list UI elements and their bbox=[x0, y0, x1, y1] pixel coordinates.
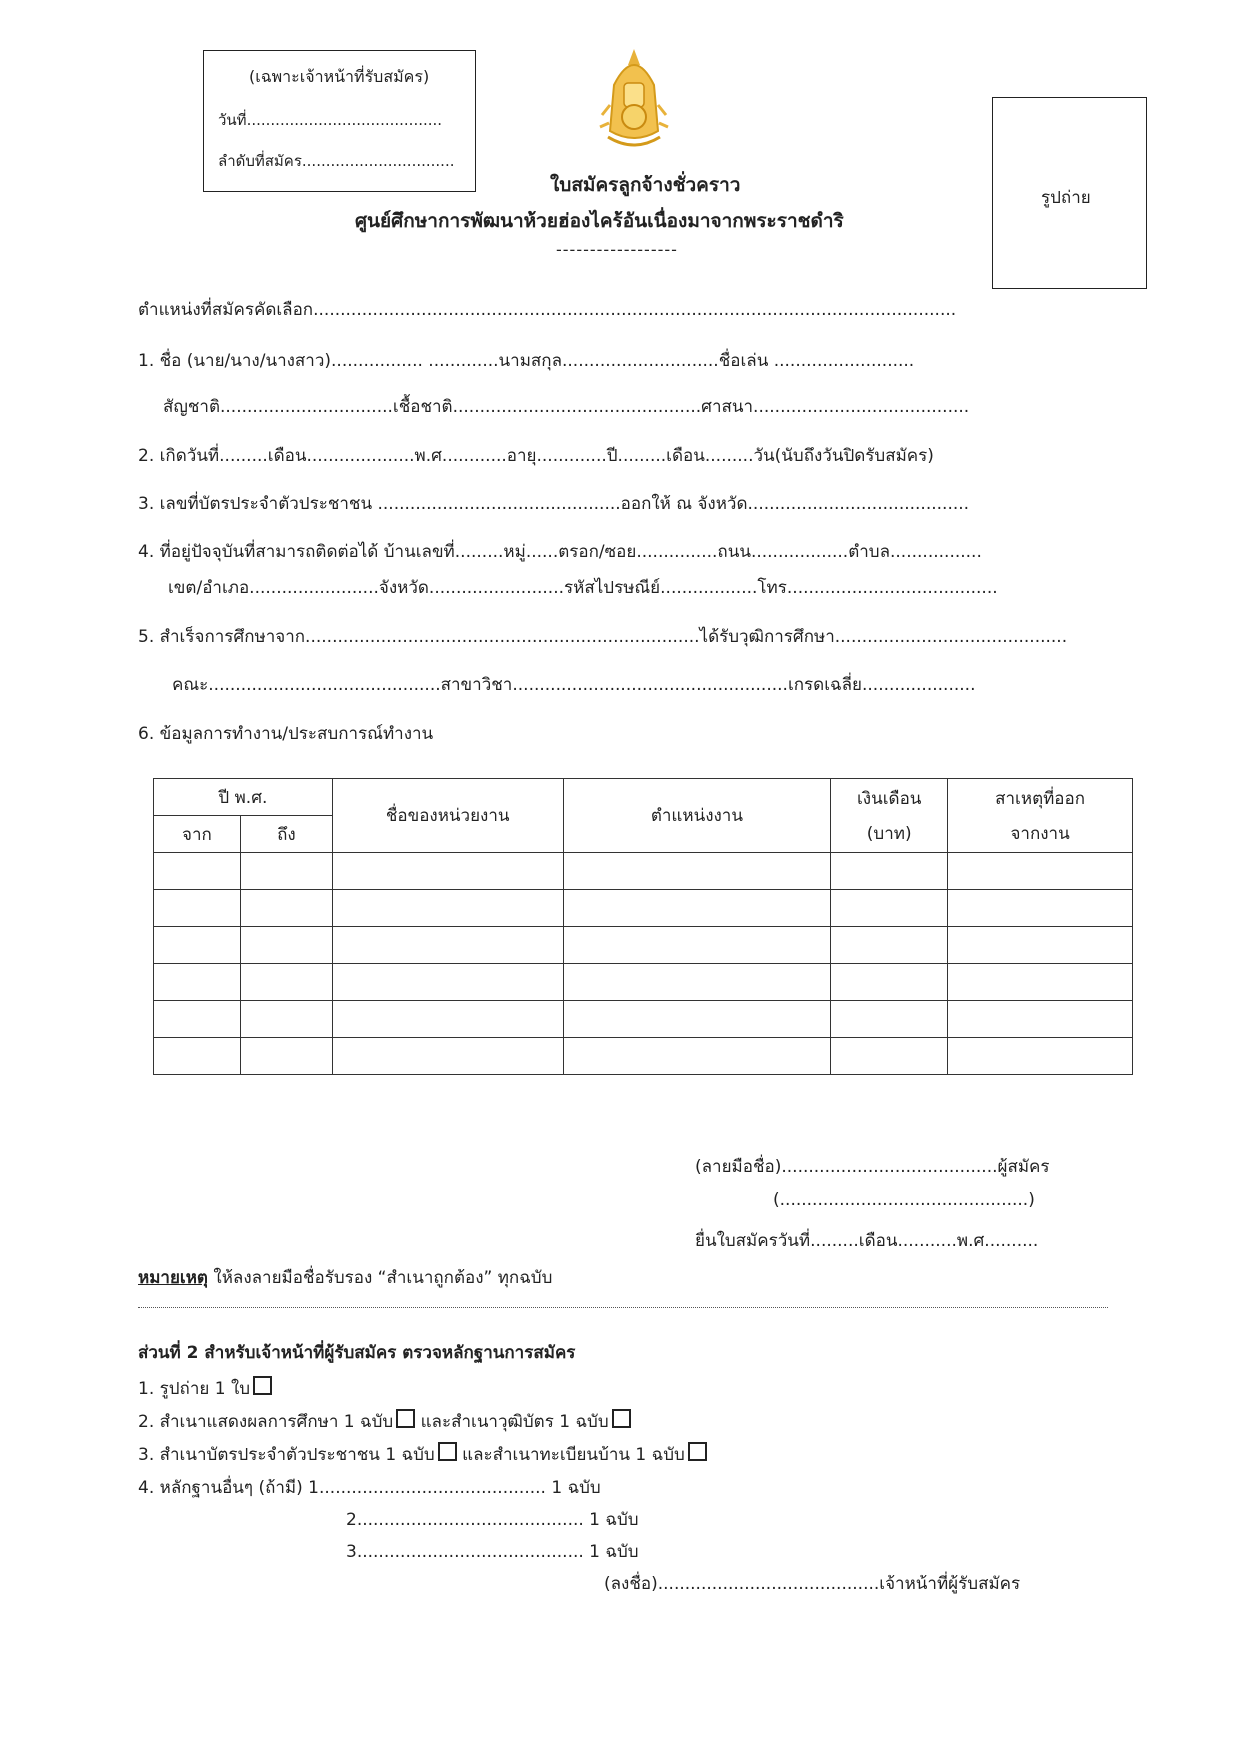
table-cell[interactable] bbox=[240, 964, 332, 1001]
table-cell[interactable] bbox=[948, 1001, 1133, 1038]
part2-item-3-text-b: และสำเนาทะเบียนบ้าน 1 ฉบับ bbox=[462, 1445, 685, 1465]
note-label: หมายเหตุ bbox=[138, 1268, 208, 1288]
salary-header bbox=[831, 779, 948, 853]
education-field[interactable]: 5. สำเร็จการศึกษาจาก.........................................................................ได้รับวุฒิการศึกษา........................................... bbox=[138, 627, 1068, 647]
form-title: ใบสมัครลูกจ้างชั่วคราว bbox=[550, 174, 741, 196]
reason-header bbox=[948, 779, 1133, 853]
form-subtitle: ศูนย์ศึกษาการพัฒนาห้วยฮ่องไคร้อันเนื่องมาจากพระราชดำริ bbox=[355, 210, 844, 232]
to-header: ถึง bbox=[240, 816, 332, 853]
table-row bbox=[154, 853, 1133, 890]
officer-date-field[interactable]: วันที่......................................... bbox=[218, 111, 443, 129]
faculty-field[interactable]: คณะ...........................................สาขาวิชา...................................................เกรดเฉลี่ย..................... bbox=[172, 675, 976, 695]
name-field[interactable]: 1. ชื่อ (นาย/นาง/นางสาว)................. .............นามสกุล.............................ชื่อเล่น .......................... bbox=[138, 351, 915, 371]
table-cell[interactable] bbox=[563, 1038, 831, 1075]
table-cell[interactable] bbox=[332, 1001, 563, 1038]
table-cell[interactable] bbox=[240, 853, 332, 890]
table-cell[interactable] bbox=[154, 1001, 241, 1038]
table-cell[interactable] bbox=[563, 890, 831, 927]
table-cell[interactable] bbox=[948, 1038, 1133, 1075]
checkbox[interactable] bbox=[688, 1442, 707, 1461]
table-cell[interactable] bbox=[563, 964, 831, 1001]
table-cell[interactable] bbox=[831, 964, 948, 1001]
part2-heading: ส่วนที่ 2 สำหรับเจ้าหน้าที่ผู้รับสมัคร ตรวจหลักฐานการสมัคร bbox=[138, 1343, 576, 1363]
table-row bbox=[154, 890, 1133, 927]
checkbox[interactable] bbox=[396, 1409, 415, 1428]
part2-item-2-text-a: 2. สำเนาแสดงผลการศึกษา 1 ฉบับ bbox=[138, 1412, 394, 1432]
table-row bbox=[154, 964, 1133, 1001]
table-row bbox=[154, 1038, 1133, 1075]
part2-item-3-text-a: 3. สำเนาบัตรประจำตัวประชาชน 1 ฉบับ bbox=[138, 1445, 435, 1465]
table-row bbox=[154, 927, 1133, 964]
nationality-field[interactable]: สัญชาติ................................เชื้อชาติ..............................................ศาสนา........................................ bbox=[163, 397, 970, 417]
table-cell[interactable] bbox=[154, 853, 241, 890]
table-cell[interactable] bbox=[154, 927, 241, 964]
photo-box bbox=[992, 97, 1147, 289]
submission-date-line[interactable]: ยื่นใบสมัครวันที่.........เดือน...........พ.ศ.......... bbox=[695, 1231, 1039, 1251]
id-card-field[interactable]: 3. เลขที่บัตรประจำตัวประชาชน .............................................ออกให้ ณ จังหวัด......................................... bbox=[138, 494, 970, 514]
note-line bbox=[138, 1264, 552, 1291]
part2-item-3 bbox=[138, 1441, 707, 1468]
reason-header-line2: จากงาน bbox=[1010, 823, 1070, 844]
section-divider bbox=[138, 1307, 1108, 1308]
position-header: ตำแหน่งงาน bbox=[563, 779, 831, 853]
officer-box-heading: (เฉพาะเจ้าหน้าที่รับสมัคร) bbox=[249, 67, 430, 86]
royal-emblem bbox=[594, 45, 674, 163]
work-history-label: 6. ข้อมูลการทำงาน/ประสบการณ์ทำงาน bbox=[138, 724, 434, 744]
birthdate-field[interactable]: 2. เกิดวันที่.........เดือน....................พ.ศ............อายุ.............ปี.........เดือน.........วัน(นับถึงวันปิดรับสมัคร) bbox=[138, 446, 934, 466]
salary-header-line2: (บาท) bbox=[866, 823, 912, 844]
table-cell[interactable] bbox=[948, 853, 1133, 890]
table-cell[interactable] bbox=[154, 890, 241, 927]
officer-order-field[interactable]: ลำดับที่สมัคร................................ bbox=[218, 152, 455, 170]
photo-label: รูปถ่าย bbox=[1041, 188, 1091, 208]
part2-item-4-3[interactable]: 3.......................................... 1 ฉบับ bbox=[346, 1542, 639, 1562]
part2-item-1-text: 1. รูปถ่าย 1 ใบ bbox=[138, 1379, 251, 1399]
note-text: ให้ลงลายมือชื่อรับรอง “สำเนาถูกต้อง” ทุกฉบับ bbox=[207, 1268, 553, 1288]
table-cell[interactable] bbox=[831, 1001, 948, 1038]
table-cell[interactable] bbox=[240, 890, 332, 927]
table-cell[interactable] bbox=[831, 1038, 948, 1075]
table-cell[interactable] bbox=[563, 1001, 831, 1038]
table-cell[interactable] bbox=[154, 964, 241, 1001]
org-header: ชื่อของหน่วยงาน bbox=[332, 779, 563, 853]
table-cell[interactable] bbox=[563, 853, 831, 890]
table-cell[interactable] bbox=[948, 890, 1133, 927]
applicant-name-line[interactable]: (..............................................) bbox=[773, 1190, 1035, 1210]
work-history-table bbox=[153, 778, 1133, 1075]
checkbox[interactable] bbox=[253, 1376, 272, 1395]
table-cell[interactable] bbox=[332, 964, 563, 1001]
table-cell[interactable] bbox=[332, 890, 563, 927]
table-cell[interactable] bbox=[948, 927, 1133, 964]
table-cell[interactable] bbox=[831, 853, 948, 890]
checkbox[interactable] bbox=[612, 1409, 631, 1428]
table-row bbox=[154, 1001, 1133, 1038]
title-separator: ------------------ bbox=[556, 240, 678, 259]
checkbox[interactable] bbox=[438, 1442, 457, 1461]
table-cell[interactable] bbox=[563, 927, 831, 964]
table-cell[interactable] bbox=[831, 890, 948, 927]
table-cell[interactable] bbox=[240, 927, 332, 964]
salary-header-line1: เงินเดือน bbox=[857, 788, 922, 809]
table-cell[interactable] bbox=[240, 1001, 332, 1038]
part2-item-2 bbox=[138, 1408, 631, 1435]
officer-only-box bbox=[203, 50, 476, 192]
table-cell[interactable] bbox=[332, 927, 563, 964]
table-cell[interactable] bbox=[831, 927, 948, 964]
officer-signature-line[interactable]: (ลงชื่อ).........................................เจ้าหน้าที่ผู้รับสมัคร bbox=[604, 1574, 1021, 1594]
table-cell[interactable] bbox=[332, 853, 563, 890]
table-cell[interactable] bbox=[154, 1038, 241, 1075]
reason-header-line1: สาเหตุที่ออก bbox=[995, 788, 1086, 809]
position-field[interactable]: ตำแหน่งที่สมัครคัดเลือก....................................................................................................................... bbox=[138, 300, 957, 320]
part2-item-4-2[interactable]: 2.......................................... 1 ฉบับ bbox=[346, 1510, 639, 1530]
address-field-1[interactable]: 4. ที่อยู่ปัจจุบันที่สามารถติดต่อได้ บ้านเลขที่.........หมู่......ตรอก/ซอย...............ถนน..................ตำบล................. bbox=[138, 542, 982, 562]
part2-item-4[interactable]: 4. หลักฐานอื่นๆ (ถ้ามี) 1.......................................... 1 ฉบับ bbox=[138, 1478, 601, 1498]
table-cell[interactable] bbox=[332, 1038, 563, 1075]
part2-item-1 bbox=[138, 1375, 272, 1402]
table-cell[interactable] bbox=[948, 964, 1133, 1001]
year-header: ปี พ.ศ. bbox=[154, 779, 333, 816]
from-header: จาก bbox=[154, 816, 241, 853]
table-cell[interactable] bbox=[240, 1038, 332, 1075]
address-field-2[interactable]: เขต/อำเภอ........................จังหวัด.........................รหัสไปรษณีย์..................โทร....................................... bbox=[168, 578, 998, 598]
applicant-signature-line[interactable]: (ลายมือชื่อ)........................................ผู้สมัคร bbox=[695, 1157, 1050, 1177]
part2-item-2-text-b: และสำเนาวุฒิบัตร 1 ฉบับ bbox=[420, 1412, 609, 1432]
